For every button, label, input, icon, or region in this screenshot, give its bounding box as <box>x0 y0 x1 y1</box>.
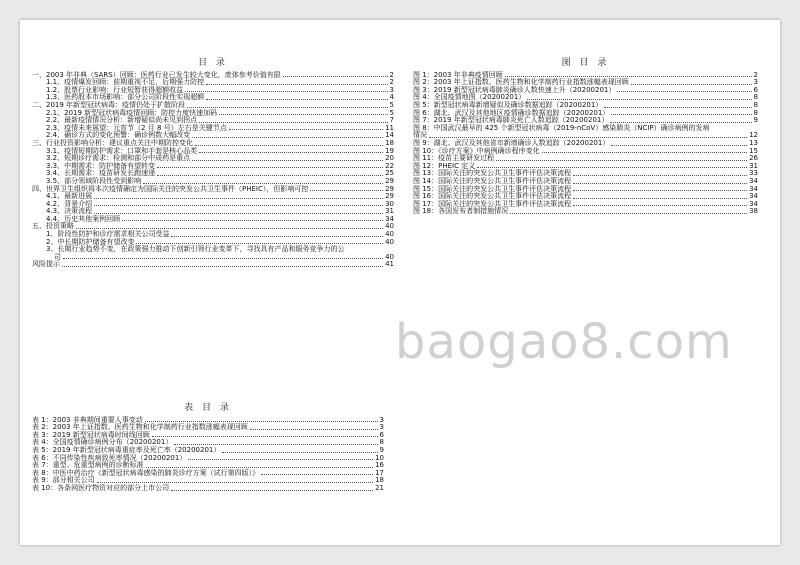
toc-entry-title: 3.4、长期需求：疫苗研发长跑速递 <box>46 169 156 178</box>
figure-entry-page-number: 2 <box>753 70 758 79</box>
toc-entry-title: 3.2、短期诊疗需求：检测和部分中成药是重点 <box>46 154 191 163</box>
toc-entry[interactable] <box>32 246 394 254</box>
figure-entry-title: 图 9：湖北、武汉及其他省市新增确诊人数追踪（20200201） <box>413 138 610 147</box>
dot-leader <box>229 129 383 130</box>
dot-leader <box>199 122 387 123</box>
toc-entry-page-number: 2 <box>389 78 394 87</box>
figure-entry-page-number: 34 <box>749 176 758 185</box>
figure-entry-page-number: 34 <box>749 184 758 193</box>
figure-entry-page-number: 12 <box>749 131 758 140</box>
toc-entry-title: 3、长期行业趋势不变，在政策强力推动下创新引领行业变革下，寻找具有产品和服务竞争力的公 <box>46 245 345 254</box>
table-list <box>32 405 384 493</box>
figure-entry-page-number: 34 <box>749 199 758 208</box>
dot-leader <box>604 107 751 108</box>
toc-entry-page-number: 22 <box>385 161 394 170</box>
dot-leader <box>206 99 387 100</box>
toc-entry-title: 4.2、背景介绍 <box>46 199 93 208</box>
toc-entry-title: 二、2019 年新型冠状病毒：疫情仍处于扩散阶段 <box>32 100 186 109</box>
figure-entry-title: 图 3：2019 新型冠状病毒肺炎确诊人数快速上升（20200201） <box>413 85 616 94</box>
watermark-text: baogao8.com <box>395 314 733 370</box>
figure-entry-page-number: 9 <box>753 116 758 125</box>
toc-entry-title: 4.3、决策流程 <box>46 207 93 216</box>
dot-leader <box>143 183 383 184</box>
dot-leader <box>146 467 373 468</box>
dot-leader <box>195 145 383 146</box>
toc-entry[interactable] <box>32 261 394 269</box>
dot-leader <box>187 107 387 108</box>
dot-leader <box>62 266 383 267</box>
table-entry-title: 表 4：全国疫情确诊病例分布（20200201） <box>32 438 173 447</box>
figure-entry-title: 情况 <box>413 131 427 140</box>
toc-entry-title: 司 <box>54 252 61 261</box>
dot-leader <box>94 205 383 206</box>
table-entry-page-number: 6 <box>379 430 384 439</box>
toc-entry-title: 2、中长期防护储备有望改变 <box>46 237 135 246</box>
toc-heading: 目 录 <box>198 58 228 68</box>
figure-entry-title: 图 7：2019 年新型冠状病毒肺炎死亡人数追踪（20200201） <box>413 116 609 125</box>
toc-entry-page-number: 41 <box>385 260 394 269</box>
table-entry-page-number: 16 <box>375 461 384 470</box>
dot-leader <box>631 84 752 85</box>
toc-entry-page-number: 25 <box>385 169 394 178</box>
table-entry-title: 表 1：2003 非典期间重要人事变动 <box>32 415 143 424</box>
toc-entry-page-number: 40 <box>385 252 394 261</box>
dot-leader <box>573 198 747 199</box>
figure-list <box>413 60 758 216</box>
figure-entry-title: 图 13：国际关注的突发公共卫生事件评估决策流程 <box>413 169 572 178</box>
table-entry-page-number: 3 <box>379 415 384 424</box>
toc-entry-page-number: 29 <box>385 192 394 201</box>
dot-leader <box>219 114 387 115</box>
figure-entry-page-number: 38 <box>749 207 758 216</box>
toc-entry[interactable] <box>32 254 394 262</box>
toc-entry-title: 2.4、确诊方式的变化预警：确诊例数大幅改变 <box>46 131 191 140</box>
dot-leader <box>542 152 747 153</box>
table-entry-page-number: 9 <box>379 445 384 454</box>
toc-entry-page-number: 7 <box>389 116 394 125</box>
toc-entry[interactable] <box>32 216 394 224</box>
table-list-heading: 表 目 录 <box>184 403 232 413</box>
toc-entry-title: 1.1、疫情爆发回顾：前期重视不足，后期强力防控 <box>46 78 205 87</box>
toc-entry-page-number: 19 <box>385 146 394 155</box>
figure-entry-page-number: 34 <box>749 192 758 201</box>
toc-entry-title: 2.1、2019 新型冠状病毒疫情回顾：防控力度快速加码 <box>46 108 218 117</box>
toc-entry-title: 2.2、最新疫情情况分析：新增疑似尚未见到拐点 <box>46 116 198 125</box>
toc-entry-title: 四、世界卫生组织将本次疫情确定为国际关注的突发公共卫生事件（PHEIC），但影响可控 <box>32 184 309 193</box>
toc-entry-page-number: 31 <box>385 207 394 216</box>
table-entry-page-number: 3 <box>379 423 384 432</box>
toc-entry-page-number: 30 <box>385 199 394 208</box>
figure-entry-title: 图 6：湖北、武汉及其他地区疫情确诊数据追踪（20200201） <box>413 108 610 117</box>
figure-list-heading: 图 目 录 <box>561 58 610 68</box>
dot-leader <box>94 198 383 199</box>
dot-leader <box>199 152 383 153</box>
toc-entry-page-number: 2 <box>389 70 394 79</box>
dot-leader <box>573 183 747 184</box>
toc-entry-page-number: 40 <box>385 237 394 246</box>
table-entries <box>32 417 384 493</box>
toc-entry-page-number: 40 <box>385 230 394 239</box>
figure-entry-title: 图 8：中国武汉最早的 425 个新型冠状病毒（2019-nCoV）感染肺炎（NCIP）确诊病例的发病 <box>413 123 710 132</box>
figure-entry[interactable] <box>413 208 758 216</box>
toc-entry-page-number: 14 <box>385 131 394 140</box>
dot-leader <box>206 84 387 85</box>
table-entry-title: 表 10：各条网医疗物资对应的部分上市公司 <box>32 483 170 492</box>
toc-entry-title: 风险提示 <box>32 260 60 269</box>
figure-entry-title: 图 1：2003 年非典疫情回顾 <box>413 70 503 79</box>
dot-leader <box>527 99 751 100</box>
figure-entry-page-number: 33 <box>749 169 758 178</box>
dot-leader <box>192 137 383 138</box>
table-entry-title: 表 5：2019 年新型冠状病毒重症率及死亡率（20200201） <box>32 445 221 454</box>
figure-entry-title: 图 10：《诊疗方案》中病例确诊程序变化 <box>413 146 540 155</box>
toc-entry-title: 4.1、最新进展 <box>46 192 93 201</box>
table-entry-title: 表 7：重型、危重型病例的诊断标准 <box>32 461 144 470</box>
figure-entry-page-number: 3 <box>753 78 758 87</box>
dot-leader <box>573 175 747 176</box>
figure-entry-page-number: 13 <box>749 138 758 147</box>
figure-entry-title: 图 14：国际关注的突发公共卫生事件评估决策流程 <box>413 176 572 185</box>
dot-leader <box>174 444 377 445</box>
table-entry-page-number: 8 <box>379 438 384 447</box>
figure-entry-title: 图 5：新型冠状病毒新增疑似及确诊数据追踪（20200201） <box>413 100 603 109</box>
table-entry-title: 表 3：2019 新型冠状病毒时间线回顾 <box>32 430 150 439</box>
toc-entry-page-number: 5 <box>389 100 394 109</box>
dot-leader <box>185 91 387 92</box>
table-entry-title: 表 2：2003 年上证指数、医药生物和化学制药行业指数涨幅表现回顾 <box>32 423 248 432</box>
dot-leader <box>573 205 747 206</box>
figure-entry-page-number: 15 <box>749 146 758 155</box>
toc-entry-page-number: 5 <box>389 108 394 117</box>
dot-leader <box>496 160 747 161</box>
dot-leader <box>310 190 383 191</box>
figure-entry-title: 图 18：各国发布者制措施情况 <box>413 207 509 216</box>
table-of-contents <box>32 60 394 269</box>
dot-leader <box>611 114 751 115</box>
dot-leader <box>97 482 373 483</box>
dot-leader <box>157 175 383 176</box>
table-entry-page-number: 17 <box>375 468 384 477</box>
toc-entry-title: 1、阶段性防护和诊疗需求相关公司受益 <box>46 230 170 239</box>
table-entry-title: 表 9：部分相关公司 <box>32 476 95 485</box>
toc-entry-page-number: 18 <box>385 138 394 147</box>
toc-entry-page-number: 40 <box>385 222 394 231</box>
figure-entry-page-number: 26 <box>749 154 758 163</box>
toc-entry-title: 1.2、股票行业影响：行业短暂获得超额收益 <box>46 85 184 94</box>
dot-leader <box>222 452 377 453</box>
figure-entry-title: 图 4：全国疫情地图（20200201） <box>413 93 526 102</box>
toc-entry-title: 4.4、历史其他案例回顾 <box>46 214 121 223</box>
figure-entry-page-number: 8 <box>753 93 758 102</box>
toc-entry-title: 2.3、疫情未来展望：元宵节（2 月 8 号）左右是关键节点 <box>46 123 227 132</box>
toc-entry-title: 3.1、疫情短期防护需求：口罩和手套是核心品类 <box>46 146 198 155</box>
figure-entry-title: 图 15：国际关注的突发公共卫生事件评估决策流程 <box>413 184 572 193</box>
figure-entry-title: 图 17：国际关注的突发公共卫生事件评估决策流程 <box>413 199 572 208</box>
dot-leader <box>188 459 373 460</box>
toc-entry-page-number: 3 <box>389 85 394 94</box>
dot-leader <box>573 190 747 191</box>
table-entry-page-number: 18 <box>375 476 384 485</box>
dot-leader <box>63 258 383 259</box>
toc-entry-title: 3.3、中期需求：防护储备有望转变 <box>46 161 156 170</box>
table-entry-title: 表 8：中医中药治疗《新型冠状病毒感染的肺炎诊疗方案（试行第四版）》 <box>32 468 260 477</box>
dot-leader <box>192 160 383 161</box>
figure-entry-page-number: 8 <box>753 108 758 117</box>
dot-leader <box>171 236 383 237</box>
toc-entry-page-number: 29 <box>385 184 394 193</box>
figure-entry-title: 图 16：国际关注的突发公共卫生事件评估决策流程 <box>413 192 572 201</box>
toc-entry-page-number: 29 <box>385 176 394 185</box>
dot-leader <box>94 213 383 214</box>
dot-leader <box>261 474 373 475</box>
toc-entry-title: 三、行业投资影响分析：建议重点关注中期防控变化 <box>32 138 193 147</box>
dot-leader <box>617 91 751 92</box>
dot-leader <box>76 228 383 229</box>
figure-entry-page-number: 31 <box>749 161 758 170</box>
dot-leader <box>610 122 751 123</box>
dot-leader <box>157 167 383 168</box>
figure-entry-title: 图 2：2003 年上证指数、医药生物和化学制药行业指数涨幅表现回顾 <box>413 78 629 87</box>
toc-entry-page-number: 20 <box>385 154 394 163</box>
dot-leader <box>250 429 378 430</box>
figure-entry-page-number: 6 <box>753 85 758 94</box>
dot-leader <box>611 145 747 146</box>
figure-entries <box>413 72 758 216</box>
dot-leader <box>429 137 747 138</box>
figure-entry-page-number: 8 <box>753 100 758 109</box>
toc-entry-title: 五、投资策略 <box>32 222 74 231</box>
toc-entry-page-number: 34 <box>385 214 394 223</box>
dot-leader <box>152 436 378 437</box>
toc-entry-title: 一、2003 年非典（SARS）回顾：医药行业已发生较大变化，废体参考价值有限 <box>32 70 281 79</box>
toc-entry-title: 3.5、部分领域阶段性受到影响 <box>46 176 142 185</box>
table-entry[interactable] <box>32 485 384 493</box>
toc-list <box>32 72 394 269</box>
dot-leader <box>283 76 388 77</box>
table-entry-page-number: 21 <box>375 483 384 492</box>
toc-entry-title: 1.3、医药股本市场影响：部分公司阶段性实现超额 <box>46 93 205 102</box>
document-page <box>20 20 780 545</box>
table-entry-page-number: 10 <box>375 453 384 462</box>
dot-leader <box>510 213 747 214</box>
figure-entry-title: 图 12：PHEIC 定义 <box>413 161 476 170</box>
table-entry-title: 表 6：不同传染性疾病致死率情况（20200201） <box>32 453 187 462</box>
dot-leader <box>171 490 373 491</box>
toc-entry-page-number: 11 <box>385 123 394 132</box>
figure-entry[interactable] <box>413 125 758 133</box>
toc-entry-page-number: 4 <box>389 93 394 102</box>
dot-leader <box>122 220 383 221</box>
figure-entry-title: 图 11：疫苗主要研发过程 <box>413 154 495 163</box>
